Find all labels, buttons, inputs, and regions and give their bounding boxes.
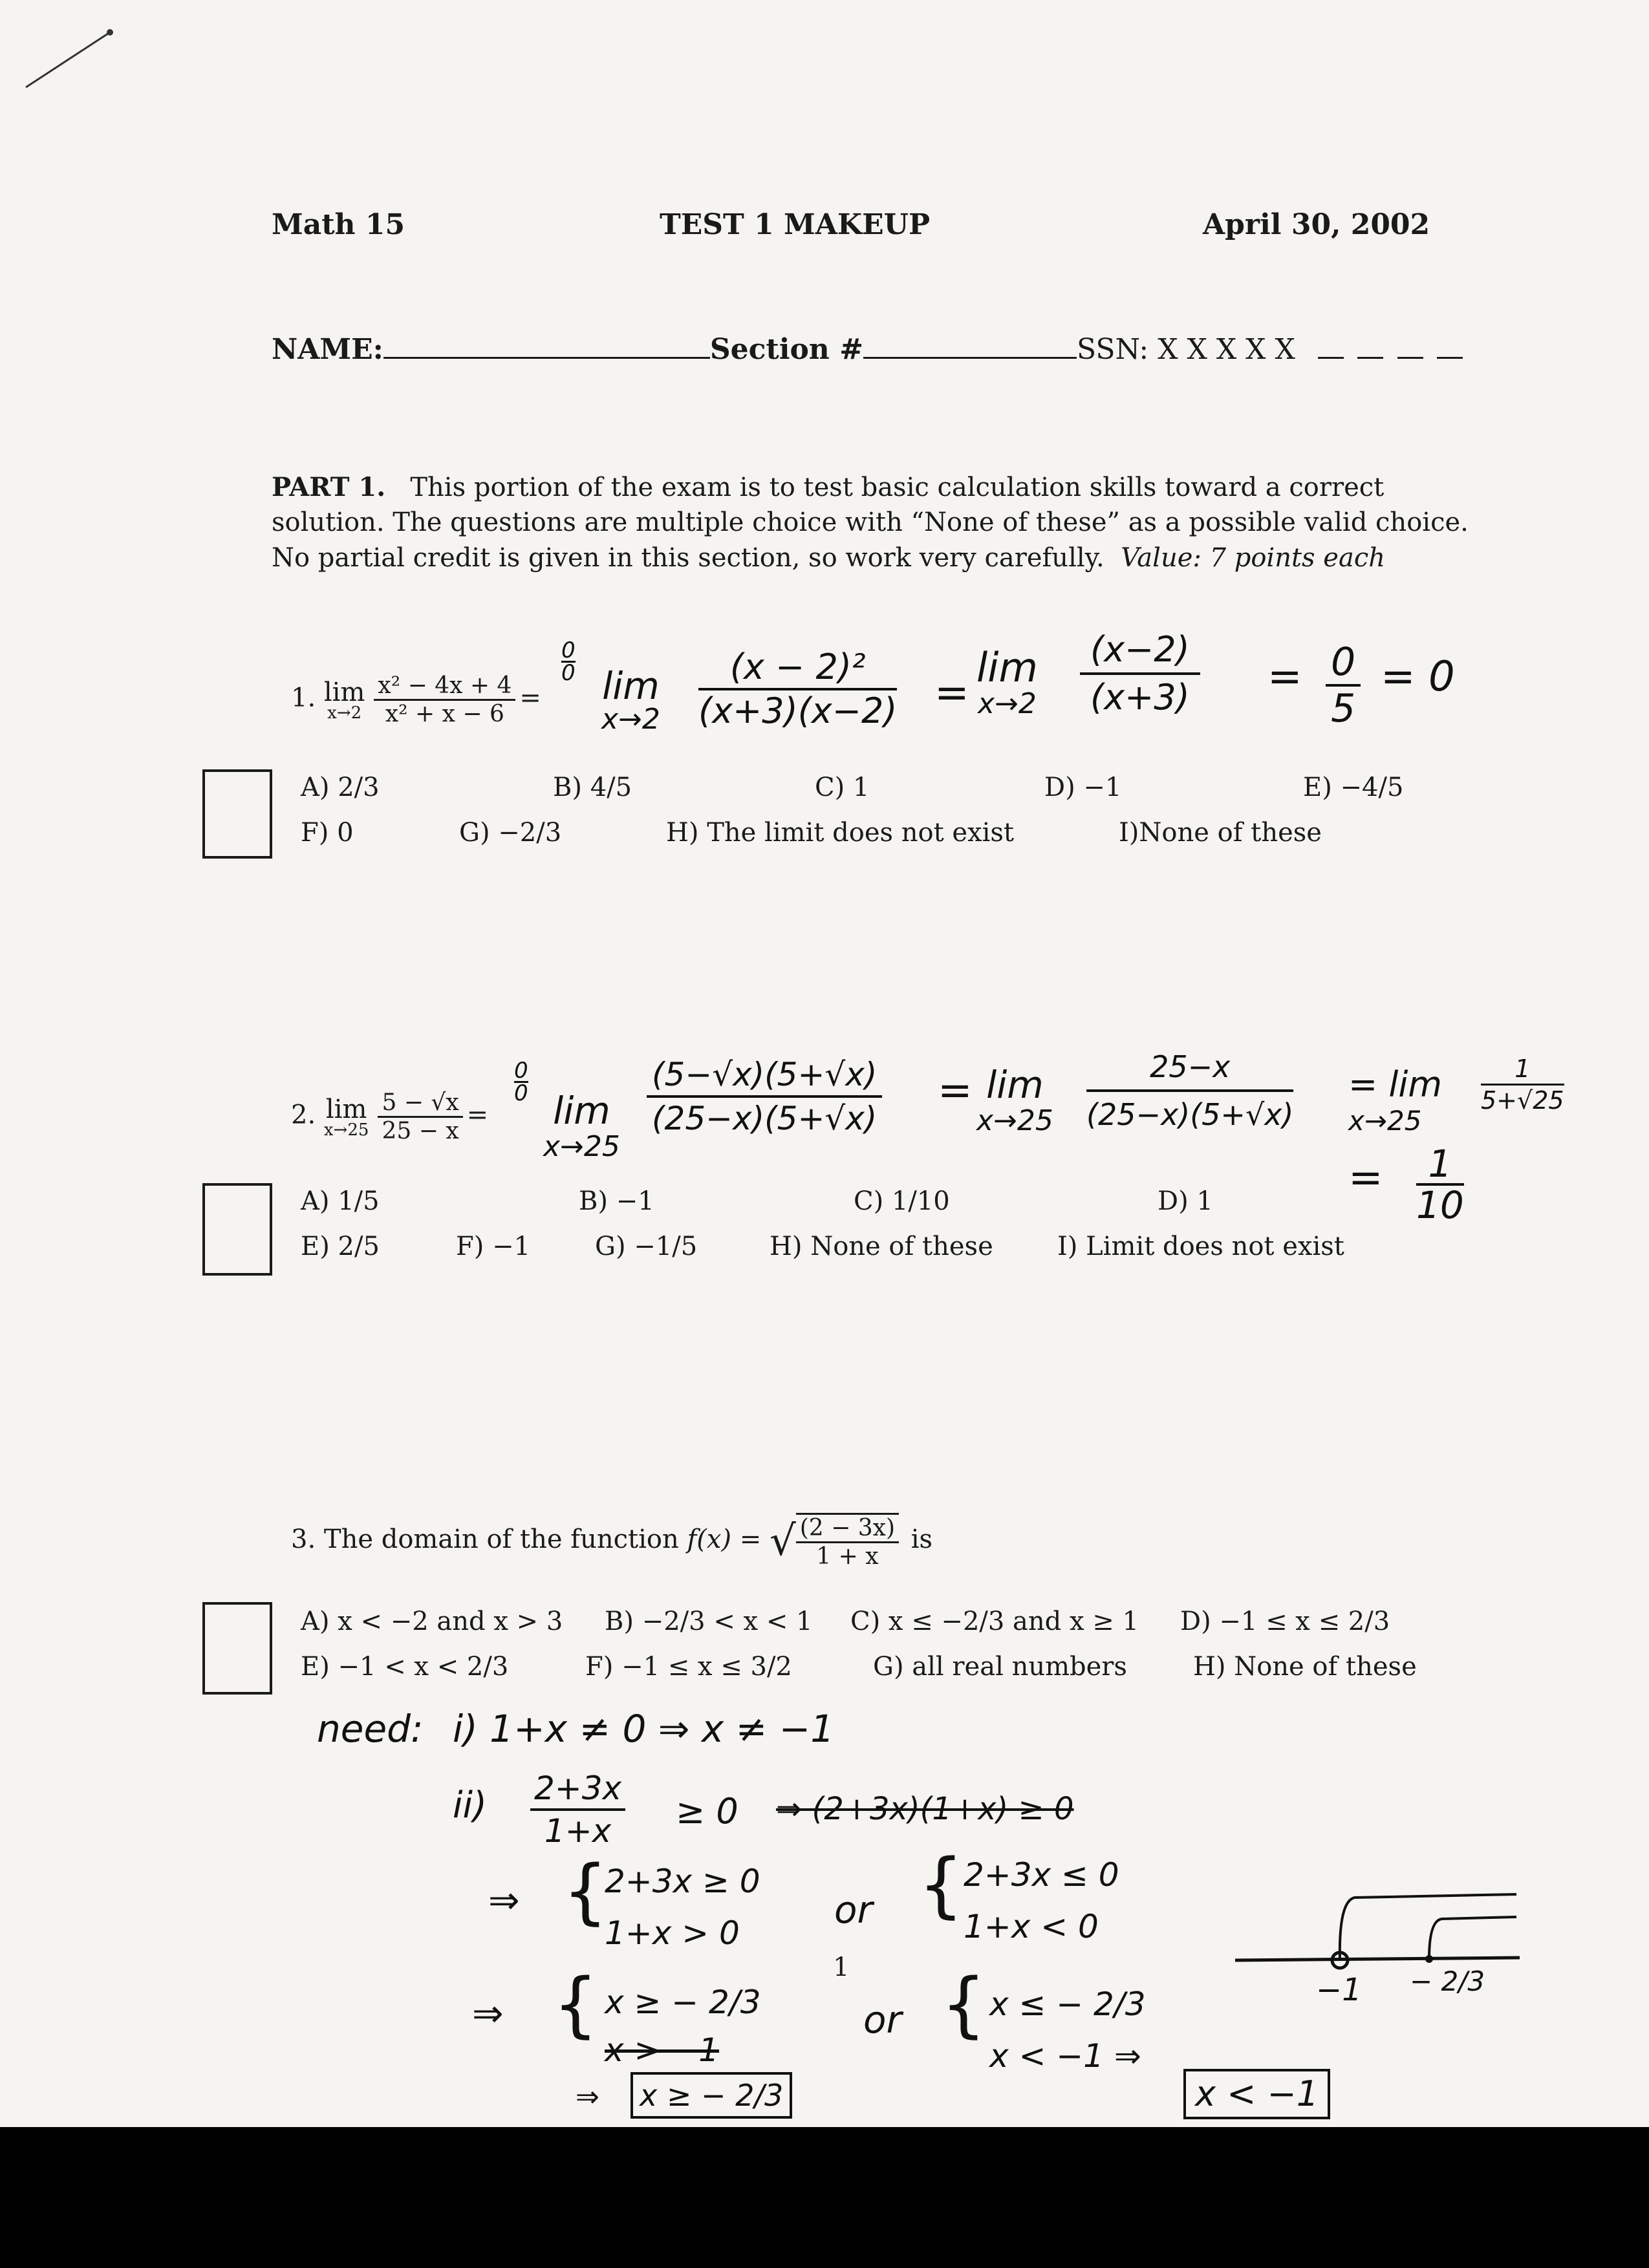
q2-hw-result-den: 10 bbox=[1416, 1183, 1464, 1227]
q1-hw-eq: = bbox=[934, 669, 969, 717]
q2-hw-frac3-den: 5+√25 bbox=[1481, 1086, 1564, 1115]
q1-hw-eq2: = bbox=[1267, 653, 1302, 701]
q3-text-after: is bbox=[911, 1524, 933, 1554]
q1-hw-indet-num: 0 bbox=[561, 637, 576, 663]
q1-denominator: x² + x − 6 bbox=[385, 701, 504, 727]
q1-choice-h[interactable]: H) The limit does not exist bbox=[666, 818, 1014, 848]
q3-choice-c[interactable]: C) x ≤ −2/3 and x ≥ 1 bbox=[850, 1607, 1139, 1636]
q2-choice-g[interactable]: G) −1/5 bbox=[595, 1232, 698, 1261]
part1-text1: This portion of the exam is to test basic calculation skills toward a correct bbox=[410, 473, 1385, 502]
q1-hw-lim2-sub: x→2 bbox=[977, 687, 1037, 720]
q2-hw-frac3-num: 1 bbox=[1481, 1054, 1564, 1086]
q3-hw-case1b: 1+x > 0 bbox=[605, 1914, 740, 1952]
q2-hw-lim3-text: = lim bbox=[1348, 1064, 1443, 1105]
q1-choice-f[interactable]: F) 0 bbox=[301, 818, 354, 848]
q1-choice-e[interactable]: E) −4/5 bbox=[1303, 773, 1404, 802]
q3-hw-brace2: { bbox=[918, 1843, 964, 1926]
q2-hw-frac2-den: (25−x)(5+√x) bbox=[1086, 1097, 1294, 1132]
q2-choice-a[interactable]: A) 1/5 bbox=[301, 1186, 380, 1216]
q2-choice-c[interactable]: C) 1/10 bbox=[854, 1186, 950, 1216]
q3-nl-label-b: − 2/3 bbox=[1410, 1965, 1485, 1997]
q2-hw-frac1-den: (25−x)(5+√x) bbox=[652, 1100, 878, 1137]
q2-choice-i[interactable]: I) Limit does not exist bbox=[1057, 1232, 1344, 1261]
scan-bottom-margin bbox=[0, 2127, 1649, 2268]
q3-hw-i: i) 1+x ≠ 0 ⇒ x ≠ −1 bbox=[453, 1707, 835, 1751]
q3-choice-d[interactable]: D) −1 ≤ x ≤ 2/3 bbox=[1180, 1607, 1390, 1636]
q3-text-before: The domain of the function bbox=[323, 1524, 679, 1554]
q3-hw-ii: ii) bbox=[453, 1784, 487, 1826]
q3-hw-brace1: { bbox=[563, 1850, 608, 1932]
exam-title: TEST 1 MAKEUP bbox=[660, 208, 931, 241]
q1-hw-final: = 0 bbox=[1381, 653, 1455, 701]
q1-hw-frac1-den: (x+3)(x−2) bbox=[698, 690, 898, 731]
q3-hw-arrow3: ⇒ bbox=[1114, 2037, 1141, 2075]
q1-equals: = bbox=[519, 683, 541, 713]
q3-numerator: (2 − 3x) bbox=[796, 1515, 899, 1543]
q2-denominator: 25 − x bbox=[382, 1118, 459, 1144]
q3-hw-boxed-answer2: x < −1 bbox=[1183, 2069, 1330, 2119]
q3-hw-need: need: bbox=[317, 1707, 424, 1751]
q3-choice-e[interactable]: E) −1 < x < 2/3 bbox=[301, 1652, 509, 1682]
part1-line2: solution. The questions are multiple choice with “None of these” as a possible valid choice. bbox=[272, 508, 1469, 537]
part1-value: Value: 7 points each bbox=[1121, 543, 1385, 573]
q3-hw-arrow4: ⇒ bbox=[576, 2081, 599, 2113]
q3-hw-ii-num: 2+3x bbox=[530, 1768, 625, 1811]
ssn-label: SSN: X X X X X bbox=[1076, 333, 1295, 366]
q1-hw-lim2-text: lim bbox=[976, 644, 1038, 691]
q3-fx: f(x) = bbox=[687, 1524, 762, 1554]
q3-hw-case4a: x ≤ − 2/3 bbox=[989, 1985, 1146, 2023]
q1-choice-d[interactable]: D) −1 bbox=[1044, 773, 1122, 802]
q1-hw-frac2-num: (x−2) bbox=[1080, 627, 1200, 675]
q3-hw-ii-ge: ≥ 0 bbox=[676, 1791, 738, 1832]
q2-choice-b[interactable]: B) −1 bbox=[579, 1186, 654, 1216]
q2-hw-lim1-sub: x→25 bbox=[543, 1130, 620, 1163]
q1-choice-g[interactable]: G) −2/3 bbox=[459, 818, 562, 848]
q3-choice-f[interactable]: F) −1 ≤ x ≤ 3/2 bbox=[585, 1652, 792, 1682]
q3-hw-case4b: x < −1 bbox=[989, 2037, 1104, 2075]
q2-hw-eq3: = bbox=[1348, 1154, 1383, 1202]
q3-nl-label-a: −1 bbox=[1316, 1972, 1362, 2008]
q3-hw-strikeout: ⇒ (2+3x)(1+x) ≥ 0 bbox=[776, 1791, 1074, 1827]
q1-choice-b[interactable]: B) 4/5 bbox=[553, 773, 632, 802]
q2-hw-lim1-text: lim bbox=[553, 1089, 610, 1133]
q1-hw-frac1-num: (x − 2)² bbox=[698, 647, 897, 690]
q1-hw-frac2-den: (x+3) bbox=[1090, 677, 1190, 718]
q1-hw-lim1-text: lim bbox=[602, 664, 660, 708]
q2-choice-d[interactable]: D) 1 bbox=[1158, 1186, 1213, 1216]
part1-text3: No partial credit is given in this section, so work very carefully. bbox=[272, 543, 1105, 573]
q3-denominator: 1 + x bbox=[816, 1543, 879, 1570]
q3-hw-case3b: x > −1 bbox=[605, 2031, 719, 2069]
q3-hw-brace4: { bbox=[941, 1963, 986, 2046]
q3-hw-case1a: 2+3x ≥ 0 bbox=[605, 1863, 760, 1900]
q3-hw-or1: or bbox=[834, 1888, 873, 1932]
q2-hw-indet-num: 0 bbox=[514, 1058, 528, 1084]
q1-hw-lim1-sub: x→2 bbox=[601, 703, 660, 736]
q3-hw-brace3: { bbox=[553, 1963, 598, 2046]
q1-choice-i[interactable]: I)None of these bbox=[1119, 818, 1322, 848]
q2-hw-lim2-sub: x→25 bbox=[976, 1104, 1053, 1137]
q1-hw-indet-den: 0 bbox=[561, 660, 576, 686]
q2-equals: = bbox=[466, 1100, 489, 1130]
q3-hw-arrow1: ⇒ bbox=[488, 1878, 520, 1922]
q3-hw-case2b: 1+x < 0 bbox=[964, 1908, 1099, 1945]
course-name: Math 15 bbox=[272, 208, 405, 241]
q2-numerator: 5 − √x bbox=[378, 1089, 462, 1118]
q2-lim-text: lim bbox=[325, 1094, 367, 1124]
q1-lim-sub: x→2 bbox=[327, 703, 362, 723]
q3-choice-a[interactable]: A) x < −2 and x > 3 bbox=[301, 1607, 563, 1636]
exam-date: April 30, 2002 bbox=[1203, 208, 1430, 241]
q1-choice-a[interactable]: A) 2/3 bbox=[301, 773, 380, 802]
q2-hw-lim2-text: lim bbox=[986, 1063, 1044, 1107]
page-number: 1 bbox=[833, 1952, 850, 1982]
section-label: Section # bbox=[709, 333, 863, 366]
part1-heading: PART 1. bbox=[272, 472, 386, 502]
q1-numerator: x² − 4x + 4 bbox=[374, 672, 515, 701]
q2-number: 2. bbox=[291, 1100, 316, 1130]
q2-hw-eq: = bbox=[938, 1067, 973, 1115]
q2-hw-result-num: 1 bbox=[1416, 1144, 1464, 1186]
q3-hw-arrow2: ⇒ bbox=[472, 1991, 504, 2035]
q2-hw-frac2-num: 25−x bbox=[1086, 1044, 1293, 1092]
q1-lim-text: lim bbox=[323, 677, 365, 707]
q3-sqrt-sign: √ bbox=[769, 1517, 796, 1565]
q2-hw-lim3-sub: x→25 bbox=[1348, 1105, 1422, 1137]
q3-choice-b[interactable]: B) −2/3 < x < 1 bbox=[605, 1607, 813, 1636]
q2-choice-e[interactable]: E) 2/5 bbox=[301, 1232, 380, 1261]
q1-hw-result-den: 5 bbox=[1331, 686, 1356, 731]
q3-choice-g[interactable]: G) all real numbers bbox=[873, 1652, 1127, 1682]
q3-hw-ii-den: 1+x bbox=[544, 1812, 612, 1850]
q3-hw-or2: or bbox=[863, 1998, 902, 2042]
q2-hw-indet-den: 0 bbox=[514, 1080, 528, 1106]
q1-number: 1. bbox=[291, 683, 316, 713]
name-label: NAME: bbox=[272, 333, 383, 366]
q3-number: 3. bbox=[291, 1524, 316, 1554]
q1-choice-c[interactable]: C) 1 bbox=[815, 773, 870, 802]
q1-hw-result-num: 0 bbox=[1326, 640, 1361, 687]
q3-hw-boxed-answer1: x ≥ − 2/3 bbox=[630, 2072, 792, 2119]
q2-hw-frac1-num: (5−√x)(5+√x) bbox=[647, 1054, 882, 1098]
q2-choice-h[interactable]: H) None of these bbox=[770, 1232, 993, 1261]
q3-choice-h[interactable]: H) None of these bbox=[1193, 1652, 1417, 1682]
q2-choice-f[interactable]: F) −1 bbox=[456, 1232, 531, 1261]
q3-hw-case3a: x ≥ − 2/3 bbox=[605, 1984, 761, 2021]
q3-hw-case2a: 2+3x ≤ 0 bbox=[964, 1856, 1119, 1894]
q2-lim-sub: x→25 bbox=[323, 1120, 369, 1140]
